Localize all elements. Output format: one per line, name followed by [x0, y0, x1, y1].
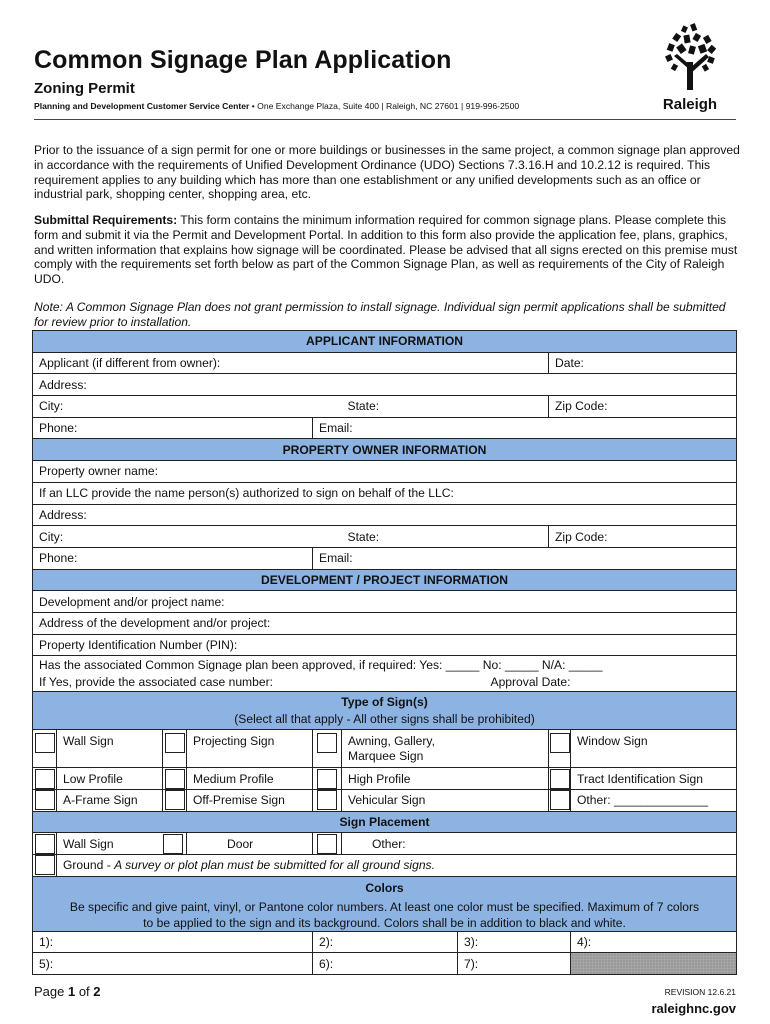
placement-door-checkbox-cell[interactable] — [163, 833, 187, 855]
applicant-state-field[interactable]: State: — [342, 396, 549, 418]
off-premise-checkbox-cell[interactable] — [163, 790, 187, 812]
color-4-field[interactable]: 4): — [571, 931, 737, 953]
shaded-empty-cell — [571, 953, 737, 975]
page-total: 2 — [93, 984, 101, 999]
ground-note: A survey or plot plan must be submitted for all ground signs. — [114, 858, 435, 873]
high-profile-checkbox-cell[interactable] — [313, 768, 342, 790]
website-label: raleighnc.gov — [651, 1001, 736, 1016]
owner-address-field[interactable]: Address: — [33, 504, 737, 526]
high-profile-checkbox[interactable] — [317, 769, 337, 789]
project-section-header: DEVELOPMENT / PROJECT INFORMATION — [33, 569, 737, 591]
low-profile-checkbox-cell[interactable] — [33, 768, 57, 790]
placement-door-checkbox[interactable] — [163, 834, 183, 854]
other-sign-checkbox[interactable] — [550, 790, 570, 810]
other-sign-field[interactable]: Other: ______________ — [571, 790, 737, 812]
awning-sign-checkbox[interactable] — [317, 733, 337, 753]
placement-ground-checkbox-cell[interactable] — [33, 855, 57, 877]
other-sign-checkbox-cell[interactable] — [549, 790, 571, 812]
owner-name-field[interactable]: Property owner name: — [33, 461, 737, 483]
note-paragraph: Note: A Common Signage Plan does not grant permission to install signage. Individual sign permit applications shall be submitted for review prior to installation. — [34, 300, 726, 329]
color-1-field[interactable]: 1): — [33, 931, 313, 953]
project-pin-field[interactable]: Property Identification Number (PIN): — [33, 634, 737, 656]
case-number-line — [39, 674, 736, 691]
approval-date-label: Approval Date: — [490, 674, 571, 689]
page-number — [34, 984, 101, 999]
tract-id-checkbox[interactable] — [550, 769, 570, 789]
placement-ground-label — [57, 855, 737, 877]
colors-section-header — [33, 876, 737, 931]
high-profile-label: High Profile — [342, 768, 549, 790]
submittal-text: This form contains the minimum information required for common signage plans. Please complete this form and submit it via the Permit and Development Portal. In addition to this form also provide the application fee, plans, graphics, and written information that explains how signage will be coordinated. Please be advised that all signs erected on this premise must comply with the requirements set forth below as part of the Common Signage Plan, as well as requirements of the City of Raleigh UDO. — [34, 213, 738, 287]
projecting-sign-checkbox-cell[interactable] — [163, 730, 187, 768]
logo-text: Raleigh — [662, 96, 718, 113]
off-premise-checkbox[interactable] — [165, 790, 185, 810]
off-premise-label: Off-Premise Sign — [187, 790, 313, 812]
medium-profile-label: Medium Profile — [187, 768, 313, 790]
raleigh-logo — [652, 22, 726, 120]
vehicular-checkbox[interactable] — [317, 790, 337, 810]
window-sign-checkbox[interactable] — [550, 733, 570, 753]
placement-other-checkbox[interactable] — [317, 834, 337, 854]
placement-ground-checkbox[interactable] — [35, 855, 55, 875]
placement-door-label: Door — [187, 833, 313, 855]
awning-sign-label-line2: Marquee Sign — [348, 749, 424, 764]
owner-zip-field[interactable]: Zip Code: — [549, 526, 737, 548]
color-5-field[interactable]: 5): — [33, 953, 313, 975]
applicant-zip-field[interactable]: Zip Code: — [549, 396, 737, 418]
awning-sign-label — [342, 730, 549, 768]
case-number-label: If Yes, provide the associated case number: — [39, 674, 273, 689]
oak-tree-icon — [660, 22, 720, 92]
placement-other-field[interactable]: Other: — [342, 833, 737, 855]
placement-wall-label: Wall Sign — [57, 833, 163, 855]
color-6-field[interactable]: 6): — [313, 953, 458, 975]
application-form-table — [32, 330, 737, 975]
department-line — [34, 101, 519, 111]
color-3-field[interactable]: 3): — [458, 931, 571, 953]
sign-type-subtitle: (Select all that apply - All other signs shall be prohibited) — [234, 711, 535, 726]
placement-wall-checkbox[interactable] — [35, 834, 55, 854]
sign-type-section-header — [33, 692, 737, 730]
applicant-email-field[interactable]: Email: — [313, 417, 737, 439]
project-approval-field[interactable] — [33, 656, 737, 692]
department-address: • One Exchange Plaza, Suite 400 | Raleigh, NC 27601 | 919-996-2500 — [249, 101, 520, 111]
ground-label: Ground - — [63, 858, 115, 873]
page-current: 1 — [67, 984, 76, 999]
awning-sign-checkbox-cell[interactable] — [313, 730, 342, 768]
project-address-field[interactable]: Address of the development and/or project: — [33, 612, 737, 634]
color-7-field[interactable]: 7): — [458, 953, 571, 975]
form-subtitle: Zoning Permit — [34, 80, 135, 97]
applicant-city-field[interactable]: City: — [33, 396, 342, 418]
a-frame-label: A-Frame Sign — [57, 790, 163, 812]
placement-section-header: Sign Placement — [33, 811, 737, 833]
a-frame-checkbox[interactable] — [35, 790, 55, 810]
form-title: Common Signage Plan Application — [34, 46, 452, 74]
vehicular-checkbox-cell[interactable] — [313, 790, 342, 812]
sign-type-title: Type of Sign(s) — [341, 694, 428, 709]
window-sign-label: Window Sign — [571, 730, 737, 768]
header-divider — [34, 119, 736, 120]
colors-instructions-line2: to be applied to the sign and its background. Colors shall be in addition to black and white. — [143, 915, 626, 930]
project-name-field[interactable]: Development and/or project name: — [33, 591, 737, 613]
owner-phone-field[interactable]: Phone: — [33, 547, 313, 569]
owner-city-field[interactable]: City: — [33, 526, 342, 548]
placement-wall-checkbox-cell[interactable] — [33, 833, 57, 855]
page-of: of — [75, 984, 94, 999]
applicant-date-field[interactable]: Date: — [549, 352, 737, 374]
department-name: Planning and Development Customer Service Center — [34, 101, 250, 111]
colors-instructions-line1: Be specific and give paint, vinyl, or Pantone color numbers. At least one color must be specified. Maximum of 7 colors — [69, 899, 700, 914]
owner-section-header: PROPERTY OWNER INFORMATION — [33, 439, 737, 461]
medium-profile-checkbox-cell[interactable] — [163, 768, 187, 790]
owner-email-field[interactable]: Email: — [313, 547, 737, 569]
colors-title: Colors — [365, 880, 404, 895]
applicant-section-header: APPLICANT INFORMATION — [33, 331, 737, 353]
applicant-name-field[interactable]: Applicant (if different from owner): — [33, 352, 549, 374]
applicant-phone-field[interactable]: Phone: — [33, 417, 313, 439]
window-sign-checkbox-cell[interactable] — [549, 730, 571, 768]
applicant-address-field[interactable]: Address: — [33, 374, 737, 396]
tract-id-checkbox-cell[interactable] — [549, 768, 571, 790]
awning-sign-label-line1: Awning, Gallery, — [348, 734, 435, 749]
intro-paragraph: Prior to the issuance of a sign permit for one or more buildings or businesses in the same project, a common signage plan approved in accordance with the requirements of Unified Development Ordinance (UDO) Sections 7.3.16.H and 10.2.12 is required. This requirement applies to any building which has more than one establishment or any unified developments such as an office or industrial park, shopping center, shopping area, etc. — [34, 143, 740, 202]
owner-llc-field[interactable]: If an LLC provide the name person(s) authorized to sign on behalf of the LLC: — [33, 482, 737, 504]
low-profile-label: Low Profile — [57, 768, 163, 790]
submittal-paragraph — [34, 213, 740, 287]
revision-label: REVISION 12.6.21 — [664, 987, 736, 997]
projecting-sign-checkbox[interactable] — [165, 733, 185, 753]
approval-question: Has the associated Common Signage plan been approved, if required: Yes: _____ No: _____ N/A: _____ — [39, 657, 603, 672]
owner-state-field[interactable]: State: — [342, 526, 549, 548]
projecting-sign-label: Projecting Sign — [187, 730, 313, 768]
page-prefix: Page — [34, 984, 68, 999]
vehicular-label: Vehicular Sign — [342, 790, 549, 812]
medium-profile-checkbox[interactable] — [165, 769, 185, 789]
low-profile-checkbox[interactable] — [35, 769, 55, 789]
tract-id-label: Tract Identification Sign — [571, 768, 737, 790]
placement-other-checkbox-cell[interactable] — [313, 833, 342, 855]
color-2-field[interactable]: 2): — [313, 931, 458, 953]
a-frame-checkbox-cell[interactable] — [33, 790, 57, 812]
wall-sign-label: Wall Sign — [57, 730, 163, 768]
wall-sign-checkbox[interactable] — [35, 733, 55, 753]
wall-sign-checkbox-cell[interactable] — [33, 730, 57, 768]
submittal-label: Submittal Requirements: — [34, 213, 178, 227]
